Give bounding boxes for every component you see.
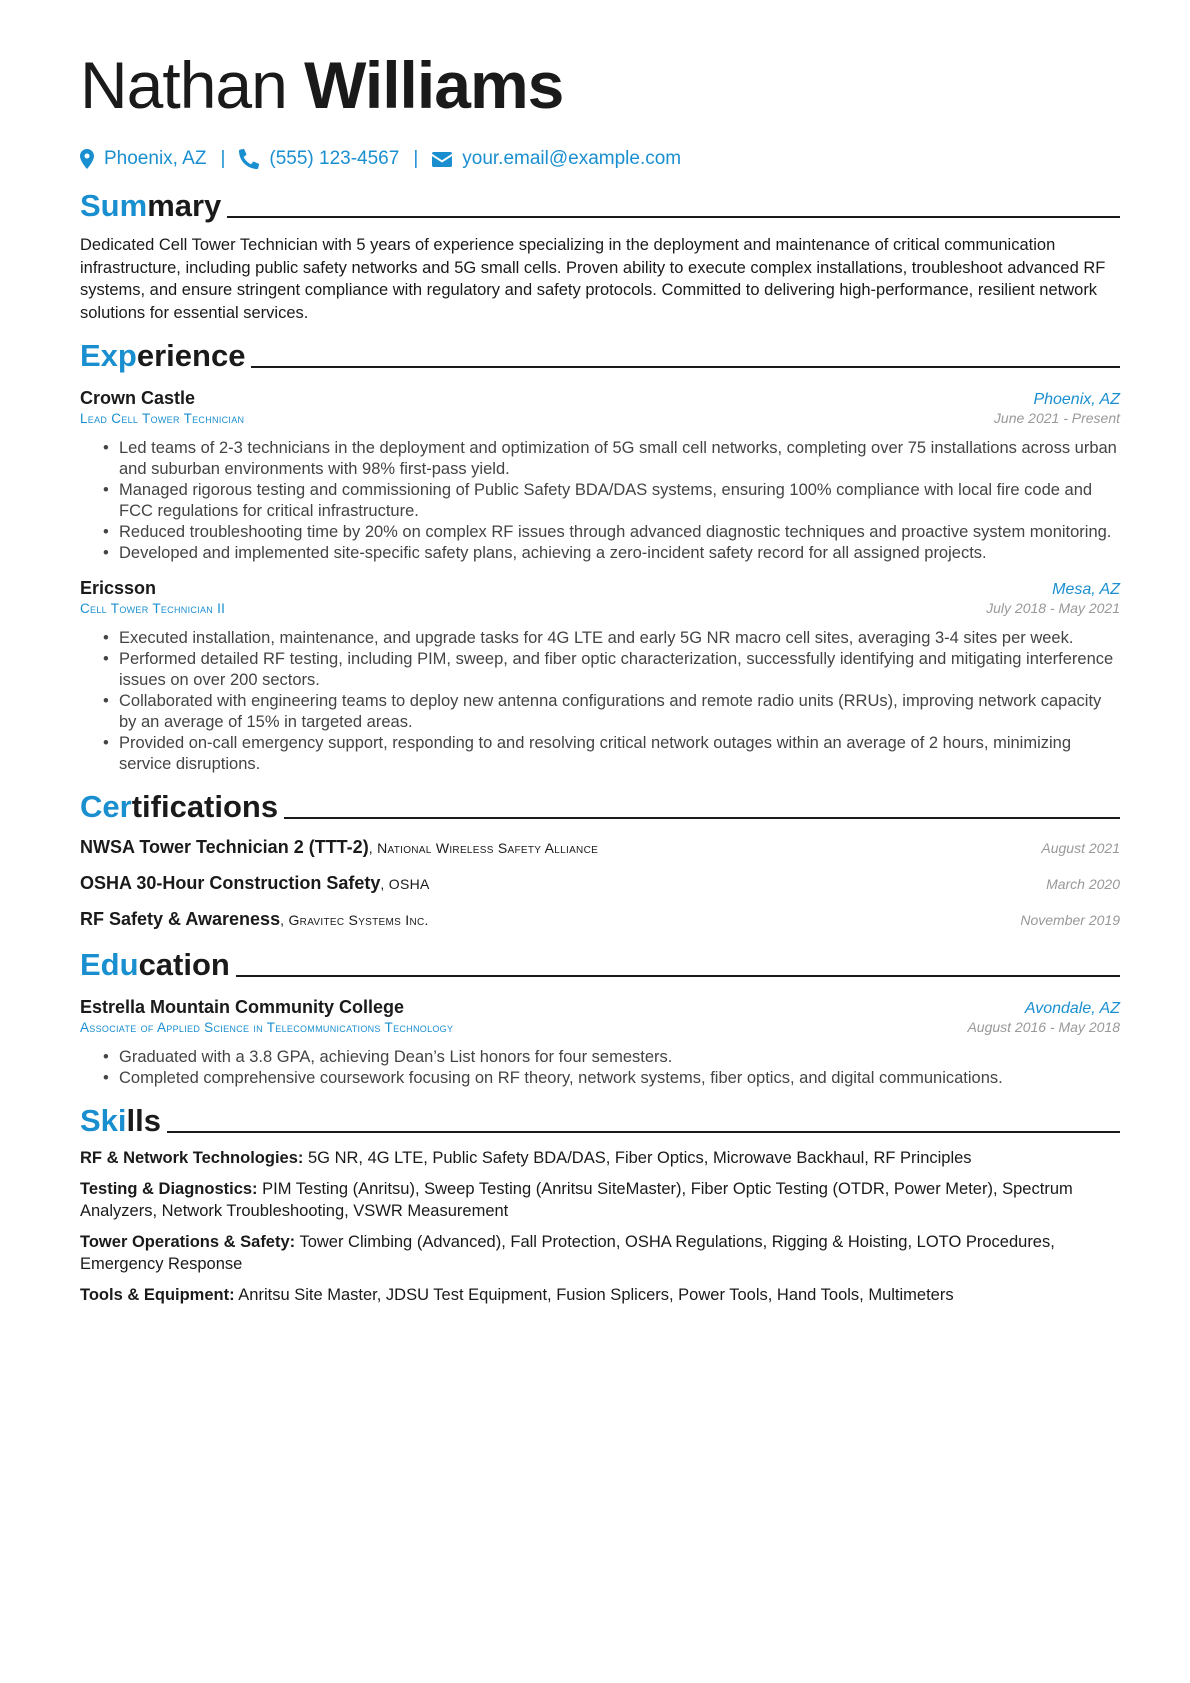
skill-category: RF & Network Technologies: (80, 1149, 304, 1167)
skill-group (80, 1231, 1120, 1276)
certification-item: OSHA 30-Hour Construction Safety, OSHA March 2020 (80, 873, 1120, 893)
certification-item: RF Safety & Awareness, Gravitec Systems Inc. November 2019 (80, 909, 1120, 929)
job-entry (80, 578, 1120, 775)
skill-category: Testing & Diagnostics: (80, 1179, 258, 1198)
location-text: Phoenix, AZ (104, 148, 207, 169)
heading-accent: Sum (80, 188, 148, 223)
envelope-icon (432, 152, 452, 167)
bullet-item: • Collaborated with engineering teams to deploy new antenna configurations and remote radio units (RRUs), improving network capacity by an average of 15% in targeted areas. (119, 691, 1120, 733)
skill-group (80, 1284, 1120, 1307)
education-bullets (80, 1047, 1120, 1089)
education-heading (80, 943, 1120, 983)
bullet-item: • Graduated with a 3.8 GPA, achieving Dean’s List honors for four semesters. (119, 1047, 1120, 1068)
summary-text: Dedicated Cell Tower Technician with 5 years of experience specializing in the deployment and maintenance of critical communication infrastructure, including public safety networks and 5G small cells. Proven ability to execute complex installations, troubleshoot advanced RF systems, and ensure stringent compliance with regulatory and safety protocols. Committed to delivering high-performance, resilient network solutions for essential services. (80, 236, 1106, 322)
job-title: Cell Tower Technician II (80, 601, 226, 616)
heading-rest: erience (136, 338, 246, 373)
skill-items: Anritsu Site Master, JDSU Test Equipment, Fusion Splicers, Power Tools, Hand Tools, Multimeters (238, 1285, 954, 1304)
degree-title: Associate of Applied Science in Telecommunications Technology (80, 1020, 454, 1035)
heading-rest: cation (138, 947, 230, 982)
company-name: Crown Castle (80, 388, 196, 408)
section-rule (227, 216, 1120, 218)
section-rule (236, 975, 1120, 977)
cert-date: March 2020 (1046, 876, 1120, 892)
skill-category: Tools & Equipment: (80, 1285, 235, 1304)
heading-rest: tifications (131, 789, 279, 824)
job-location: Phoenix, AZ (1033, 391, 1120, 408)
job-bullets (80, 628, 1120, 775)
section-title (80, 789, 278, 825)
company-name: Ericsson (80, 578, 157, 598)
cert-name: RF Safety & Awareness (80, 909, 281, 929)
bullet-item: • Performed detailed RF testing, including PIM, sweep, and fiber optic characterization, successfully identifying and mitigating interference issues on over 200 sectors. (119, 649, 1120, 691)
job-entry (80, 388, 1120, 564)
heading-accent: Exp (80, 338, 137, 373)
separator: | (413, 148, 419, 169)
section-title (80, 188, 221, 224)
cert-date: November 2019 (1020, 912, 1120, 928)
bullet-item: • Executed installation, maintenance, and upgrade tasks for 4G LTE and early 5G NR macro cell sites, averaging 3-4 sites per week. (119, 628, 1120, 649)
skill-items: 5G NR, 4G LTE, Public Safety BDA/DAS, Fiber Optics, Microwave Backhaul, RF Principles (307, 1149, 972, 1167)
school-name: Estrella Mountain Community College (80, 997, 405, 1017)
job-dates: June 2021 - Present (993, 410, 1120, 426)
heading-accent: Edu (80, 947, 139, 982)
certification-item: NWSA Tower Technician 2 (TTT-2), National Wireless Safety Alliance August 2021 (80, 837, 1120, 857)
bullet-item: • Reduced troubleshooting time by 20% on complex RF issues through advanced diagnostic techniques and proactive system monitoring. (119, 522, 1120, 543)
cert-issuer: Gravitec Systems Inc. (288, 912, 429, 928)
bullet-item: • Provided on-call emergency support, responding to and resolving critical network outages within an average of 2 hours, minimizing service disruptions. (119, 733, 1120, 775)
phone-text[interactable]: (555) 123-4567 (269, 148, 400, 169)
cert-date: August 2021 (1041, 840, 1120, 856)
job-location: Mesa, AZ (1052, 581, 1120, 598)
resume-page (80, 40, 1120, 1306)
skill-group (80, 1147, 1120, 1170)
section-title (80, 947, 230, 983)
skill-items: Tower Climbing (Advanced), Fall Protection, OSHA Regulations, Rigging & Hoisting, LOTO Procedures, Emergency Response (80, 1232, 1055, 1273)
bullet-item: • Developed and implemented site-specific safety plans, achieving a zero-incident safety record for all assigned projects. (119, 543, 1120, 564)
education-entry (80, 997, 1120, 1089)
candidate-name (80, 40, 1120, 130)
map-pin-icon (80, 149, 94, 169)
separator: | (220, 148, 226, 169)
first-name: Nathan (80, 48, 287, 122)
summary-heading (80, 184, 1120, 224)
section-rule (251, 366, 1120, 368)
phone-icon (239, 149, 259, 169)
cert-issuer: National Wireless Safety Alliance (377, 840, 599, 856)
section-title (80, 1103, 161, 1139)
heading-rest: mary (147, 188, 222, 223)
job-dates: July 2018 - May 2021 (986, 600, 1120, 616)
heading-accent: Ski (80, 1103, 127, 1138)
section-title (80, 338, 245, 374)
contact-bar (80, 144, 1120, 174)
skill-group (80, 1178, 1120, 1223)
last-name: Williams (304, 48, 564, 122)
job-bullets (80, 438, 1120, 564)
section-rule (167, 1131, 1120, 1133)
heading-accent: Cer (80, 789, 132, 824)
education-dates: August 2016 - May 2018 (967, 1019, 1120, 1035)
heading-rest: lls (126, 1103, 161, 1138)
bullet-item: • Led teams of 2-3 technicians in the deployment and optimization of 5G small cell networks, completing over 75 installations across urban and suburban environments with 98% first-pass yield. (119, 438, 1120, 480)
school-location: Avondale, AZ (1024, 1000, 1120, 1017)
skills-heading (80, 1099, 1120, 1139)
bullet-item: • Completed comprehensive coursework focusing on RF theory, network systems, fiber optics, and digital communications. (119, 1068, 1120, 1089)
email-link[interactable]: your.email@example.com (462, 148, 682, 169)
cert-name: NWSA Tower Technician 2 (TTT-2) (80, 837, 369, 857)
section-rule (284, 817, 1120, 819)
certifications-heading (80, 785, 1120, 825)
skill-category: Tower Operations & Safety: (80, 1232, 296, 1251)
experience-heading (80, 334, 1120, 374)
cert-issuer: OSHA (388, 876, 430, 892)
bullet-item: • Managed rigorous testing and commissioning of Public Safety BDA/DAS systems, ensuring 100% compliance with local fire code and FCC regulations for critical infrastructure. (119, 480, 1120, 522)
skill-items: PIM Testing (Anritsu), Sweep Testing (Anritsu SiteMaster), Fiber Optic Testing (OTDR, Power Meter), Spectrum Analyzers, Network Troubleshooting, VSWR Measurement (80, 1179, 1073, 1220)
cert-name: OSHA 30-Hour Construction Safety (80, 873, 381, 893)
job-title: Lead Cell Tower Technician (80, 411, 245, 426)
